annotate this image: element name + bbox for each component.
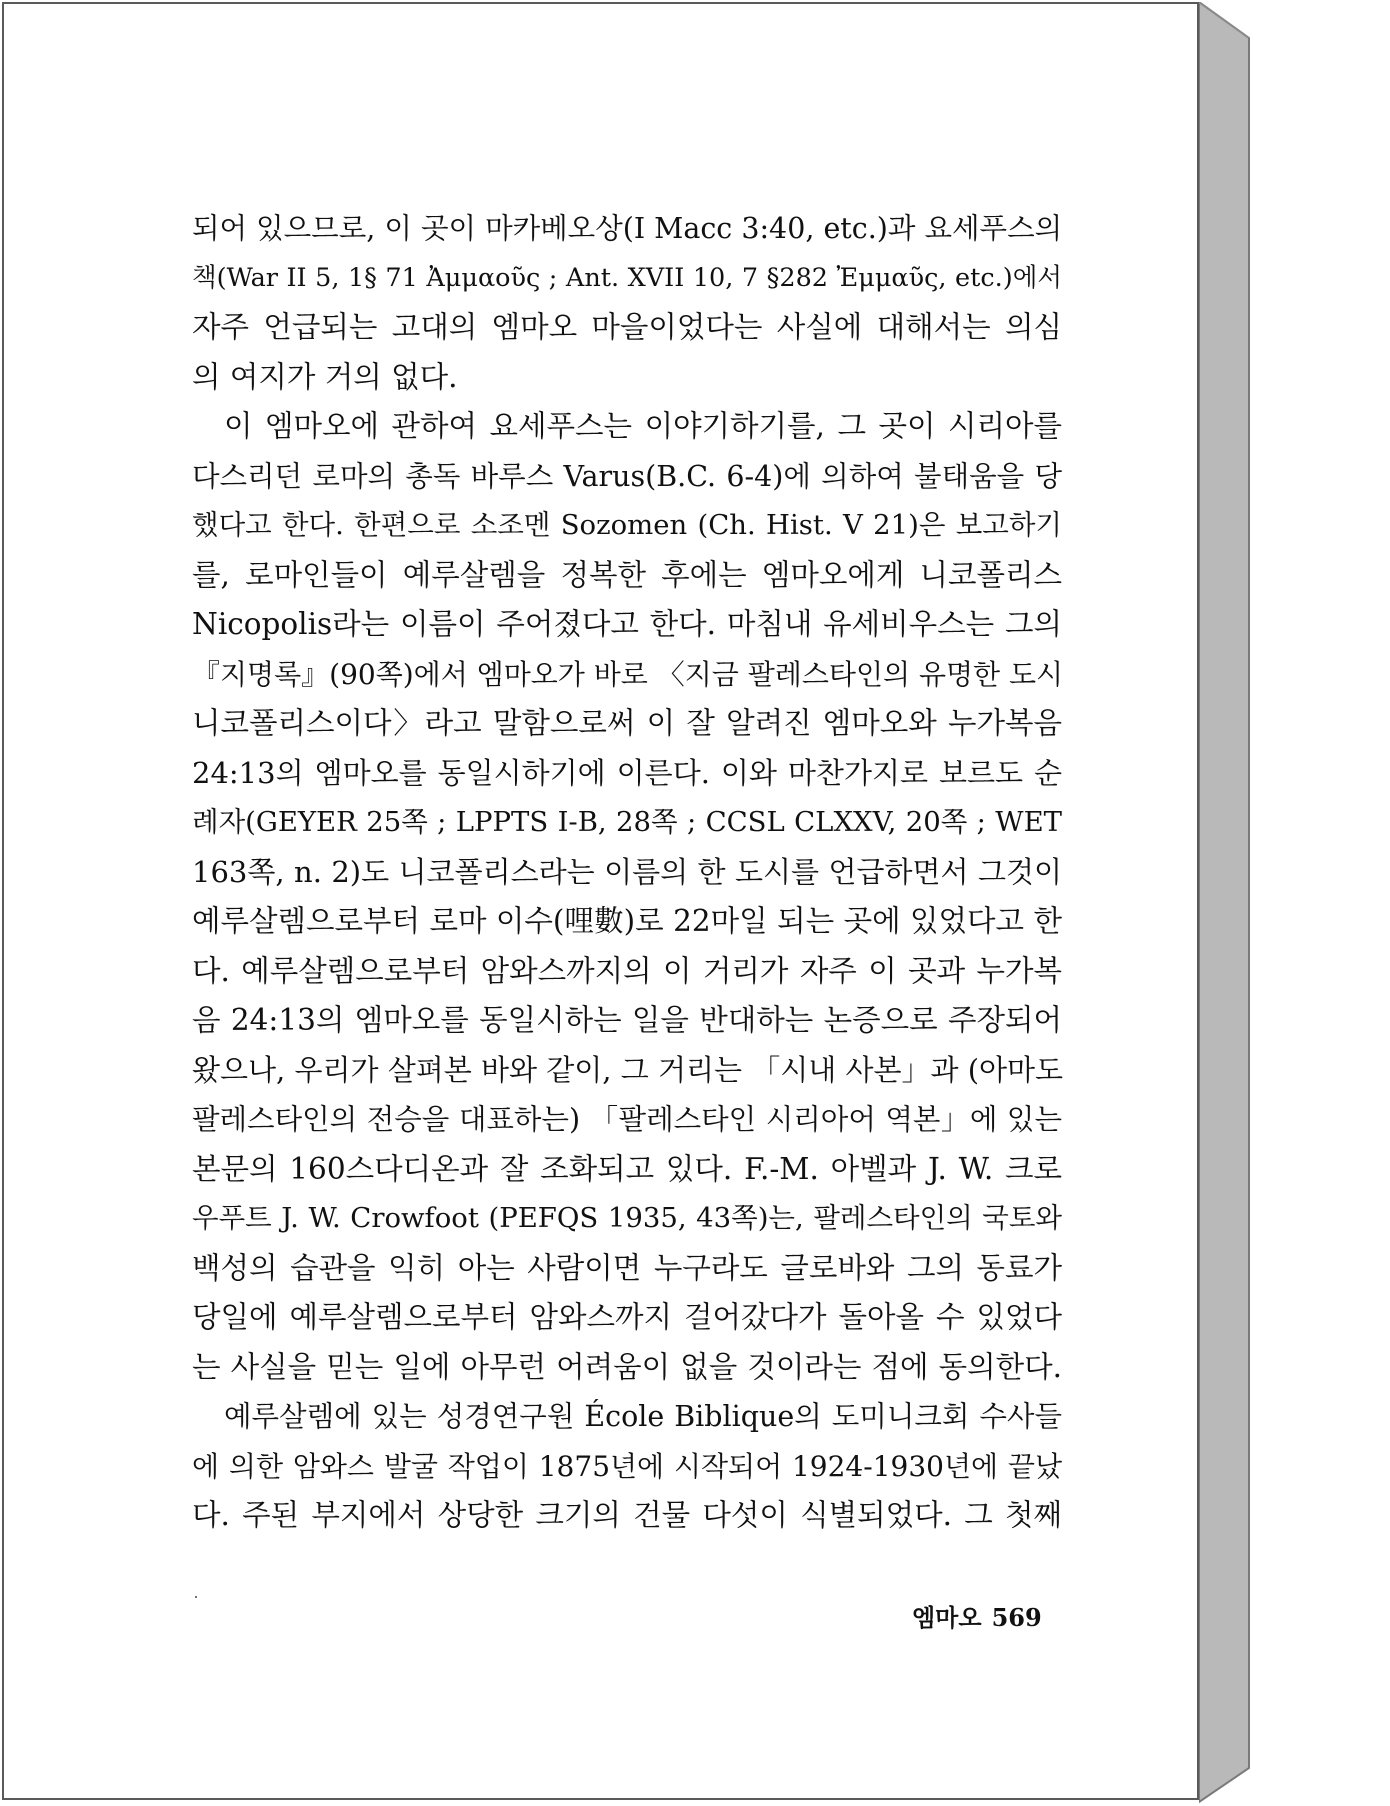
text-line: 했다고 한다. 한편으로 소조멘 Sozomen (Ch. Hist. V 21)은 보고하기 xyxy=(192,509,1062,541)
body-text xyxy=(192,204,1062,1541)
text-line: 례자(GEYER 25쪽 ; LPPTS I-B, 28쪽 ; CCSL CLXXV, 20쪽 ; WET xyxy=(192,806,1062,838)
text-line: 163쪽, n. 2)도 니코폴리스라는 이름의 한 도시를 언급하면서 그것이 xyxy=(192,854,1062,889)
text-line: 를, 로마인들이 예루살렘을 정복한 후에는 엠마오에게 니코폴리스 xyxy=(192,557,1062,592)
paragraph-start-line: 이 엠마오에 관하여 요세푸스는 이야기하기를, 그 곳이 시리아를 xyxy=(224,409,1062,443)
text-line: 자주 언급되는 고대의 엠마오 마을이었다는 사실에 대해서는 의심 xyxy=(192,310,1062,344)
running-head: 엠마오 xyxy=(912,1603,982,1632)
text-line: 백성의 습관을 익히 아는 사람이면 누구라도 글로바와 그의 동료가 xyxy=(192,1250,1062,1285)
text-line: 24:13의 엠마오를 동일시하기에 이른다. 이와 마찬가지로 보르도 순 xyxy=(192,755,1062,790)
text-line: 『지명록』(90쪽)에서 엠마오가 바로 〈지금 팔레스타인의 유명한 도시 xyxy=(192,657,1064,691)
text-line: Nicopolis라는 이름이 주어졌다고 한다. 마침내 유세비우스는 그의 xyxy=(192,607,1062,641)
print-speck xyxy=(195,1596,197,1598)
book-page xyxy=(2,2,1199,1800)
text-line: 예루살렘으로부터 로마 이수(哩數)로 22마일 되는 곳에 있었다고 한 xyxy=(192,904,1062,938)
text-line: 다스리던 로마의 총독 바루스 Varus(B.C. 6-4)에 의하여 불태움을 당 xyxy=(192,459,1062,493)
text-line: 되어 있으므로, 이 곳이 마카베오상(I Macc 3:40, etc.)과 요세푸스의 xyxy=(192,212,1063,245)
text-line: 는 사실을 믿는 일에 아무런 어려움이 없을 것이라는 점에 동의한다. xyxy=(192,1349,1062,1384)
text-line: 다. 주된 부지에서 상당한 크기의 건물 다섯이 식별되었다. 그 첫째 xyxy=(192,1498,1062,1532)
text-line: 팔레스타인의 전승을 대표하는) 「팔레스타인 시리아어 역본」에 있는 xyxy=(192,1103,1062,1136)
text-line: 당일에 예루살렘으로부터 암와스까지 걸어갔다가 돌아올 수 있었다 xyxy=(192,1300,1062,1334)
text-line: 책(War II 5, 1§ 71 Ἀμμαοῦς ; Ant. XVII 10, 7 §282 Ἐμμαῦς, etc.)에서 xyxy=(192,262,1062,293)
text-line: 에 의한 암와스 발굴 작업이 1875년에 시작되어 1924-1930년에 끝났 xyxy=(192,1449,1062,1483)
text-line: 의 여지가 거의 없다. xyxy=(192,359,458,394)
text-line: 니코폴리스이다〉라고 말함으로써 이 잘 알려진 엠마오와 누가복음 xyxy=(192,706,1062,740)
page-footer xyxy=(912,1598,1042,1633)
paragraph-start-line: 예루살렘에 있는 성경연구원 École Biblique의 도미니크회 수사들 xyxy=(224,1400,1062,1433)
text-line: 왔으나, 우리가 살펴본 바와 같이, 그 거리는 「시내 사본」과 (아마도 xyxy=(192,1052,1064,1087)
text-line: 본문의 160스다디온과 잘 조화되고 있다. F.-M. 아벨과 J. W. 크로 xyxy=(192,1151,1062,1186)
book-edge-graphic xyxy=(1199,2,1389,1804)
text-line: 우푸트 J. W. Crowfoot (PEFQS 1935, 43쪽)는, 팔레스타인의 국토와 xyxy=(192,1202,1062,1234)
text-line: 음 24:13의 엠마오를 동일시하는 일을 반대하는 논증으로 주장되어 xyxy=(192,1003,1062,1037)
page-number: 569 xyxy=(991,1603,1042,1632)
text-line: 다. 예루살렘으로부터 암와스까지의 이 거리가 자주 이 곳과 누가복 xyxy=(192,953,1062,988)
